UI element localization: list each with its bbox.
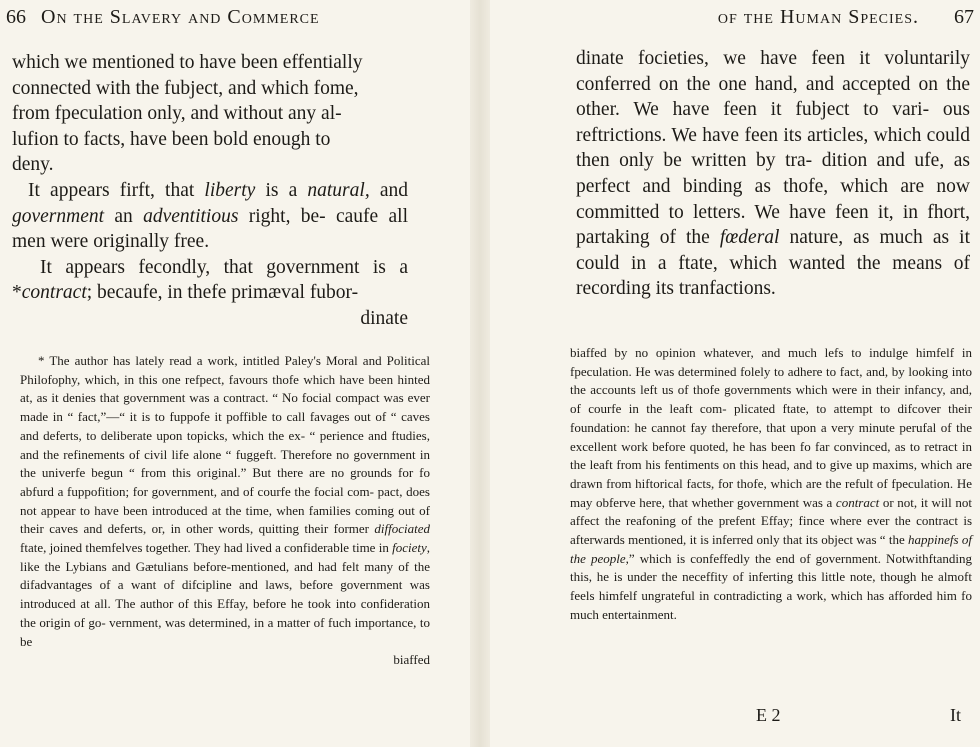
text-line: connected with the fubject, and which fome,: [12, 77, 359, 99]
left-page-number: 66: [6, 6, 26, 28]
text-line: lufion to facts, have been bold enough to: [12, 128, 331, 150]
left-header: [6, 6, 320, 29]
right-main-text: [576, 46, 970, 302]
catchword: It: [950, 705, 961, 725]
signature-mark: E 2: [756, 705, 781, 725]
left-footnote: [20, 352, 430, 670]
text-line: from fpeculation only, and without any al-: [12, 103, 342, 125]
right-running-head: of the Human Species.: [717, 6, 919, 28]
left-running-head: On the Slavery and Commerce: [41, 6, 320, 28]
footnote-text: * The author has lately read a work, intitled Paley's Moral and Political Philofophy, which, in this one refpect, favours thofe which have been hinted at, as it denies that government was a contract. “ No focial compact was ever made in “ fact,”—“ it is to fuppofe it poffible to call favages out of “ caves and deferts, to deliberate upon topicks, which the ex- “ perience and ftudies, and the refinements of civil life alone “ fuggeft. Therefore no government in the univerfe begun “ from this original.” But there are no grounds for fo abfurd a fuppofition; for government, and of courfe the focial com- pact, does not appear to have been introduced at the time, when families coming out of their caves and deferts, or, in other words, quitting their former diffociated ftate, joined themfelves together. They had lived a confiderable time in fociety, like the Lybians and Gætulians before-mentioned, and had felt many of the difadvantages of a want of difcipline and laws, before government was introduced at all. The author of this Effay, before he took into confideration the origin of go- vernment, was determined, in a matter of fuch importance, to be: [20, 353, 430, 649]
right-header: [718, 6, 974, 29]
footnote-catchword: biaffed: [393, 652, 430, 668]
paragraph-contract: It appears fecondly, that government is a *contract; becaufe, in thefe primæval fubor-: [12, 256, 408, 304]
footnote-mark: *: [12, 282, 22, 304]
left-main-text: [12, 50, 408, 332]
text-line: which we mentioned to have been effentially: [12, 52, 363, 73]
left-page: [0, 0, 470, 747]
book-gutter: [470, 0, 490, 747]
paragraph-liberty: It appears firft, that liberty is a natural, and government an adventitious right, be- caufe all men were originally free.: [12, 179, 408, 253]
right-page: [490, 0, 980, 747]
right-page-number: 67: [954, 6, 974, 28]
right-footnote: [570, 344, 972, 625]
paragraph-body: dinate focieties, we have feen it voluntarily conferred on the one hand, and accepted on the other. We have feen it fubject to vari- ous reftrictions. We have feen its articles, which could then only be written by tra- dition and ufe, as perfect and binding as thofe, which are now committed to letters. We have feen it, in fhort, partaking of the fœderal nature, as much as it could in a ftate, which wanted the means of recording its tranfactions.: [576, 48, 970, 300]
catchword: dinate: [360, 307, 408, 329]
text-line: deny.: [12, 154, 54, 176]
footnote-text: biaffed by no opinion whatever, and much lefs to indulge himfelf in fpeculation. He was determined folely to adhere to fact, and, by looking into the accounts left us of thofe governments which were in their infancy, and, of courfe in the leaft com- plicated ftate, to attempt to difcover their foundation: he cannot fay therefore, that upon a very minute perufal of the excellent work before quoted, he has been fo far convinced, as to retract in the leaft from his fentiments on this head, and to give up maxims, which are drawn from hiftorical facts, for thofe, which are the refult of fpeculation. He may obferve here, that whether government was a contract or not, it will not affect the reafoning of the prefent Effay; fince where ever the contract is afterwards mentioned, it is inferred only that its object was “ the happinefs of the people,” which is confeffedly the end of government. Notwithftanding this, he is under the neceffity of inferting this little note, though he almoft feels himfelf ungrateful in contradicting a work, which has afforded him fo much entertainment.: [570, 345, 972, 622]
